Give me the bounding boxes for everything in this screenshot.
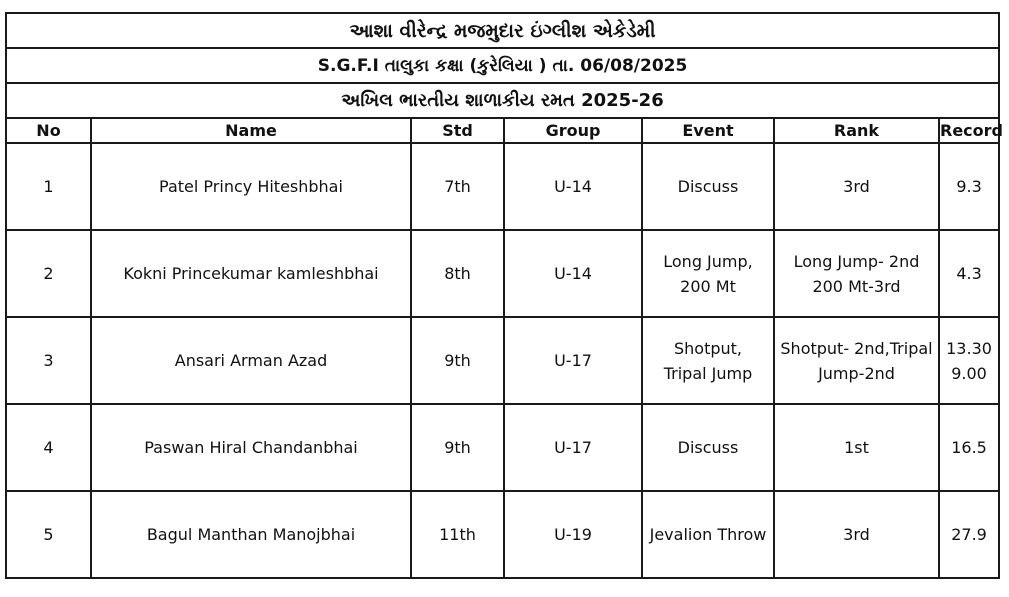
cell-record [939,317,999,404]
table-row [6,491,999,578]
column-header-name: Name [91,118,411,143]
cell-rank [774,230,939,317]
cell-name: Kokni Princekumar kamleshbhai [91,230,411,317]
results-sheet [5,12,1003,579]
table-row [6,143,999,230]
cell-event [642,404,774,491]
cell-group: U-14 [504,230,642,317]
cell-group: U-14 [504,143,642,230]
cell-no: 3 [6,317,91,404]
cell-record [939,491,999,578]
event-line: અખિલ ભારતીય શાળાકીય રમત 2025-26 [6,83,999,118]
column-header-std: Std [411,118,504,143]
cell-record-line: 4.3 [956,264,982,283]
cell-name: Paswan Hiral Chandanbhai [91,404,411,491]
cell-std: 8th [411,230,504,317]
column-header-group: Group [504,118,642,143]
cell-rank-line: Jump-2nd [818,363,895,383]
cell-group: U-19 [504,491,642,578]
table-row [6,230,999,317]
cell-event [642,230,774,317]
cell-event-line: Jevalion Throw [649,525,767,544]
cell-no: 1 [6,143,91,230]
cell-record [939,404,999,491]
cell-group: U-17 [504,317,642,404]
table-row [6,404,999,491]
cell-event [642,143,774,230]
column-header-no: No [6,118,91,143]
cell-std: 9th [411,404,504,491]
cell-group: U-17 [504,404,642,491]
cell-name: Bagul Manthan Manojbhai [91,491,411,578]
cell-event-line: Long Jump, [663,251,753,271]
title-row-event [6,83,999,118]
table-row [6,317,999,404]
cell-event [642,317,774,404]
cell-event-line: Tripal Jump [663,363,753,383]
cell-event-line: Discuss [677,438,739,457]
cell-rank-line: 200 Mt-3rd [812,276,901,296]
cell-std: 11th [411,491,504,578]
cell-record [939,230,999,317]
cell-record-line: 27.9 [951,525,987,544]
table-body [6,143,999,578]
cell-rank-line: Long Jump- 2nd [793,251,920,271]
competition-line: S.G.F.I તાલુકા કક્ષા (કુરેલિયા ) તા. 06/08/2025 [6,48,999,83]
school-name: આશા વીરેન્દ્ર મજમુદાર ઇંગ્લીશ એકેડેમી [6,13,999,48]
cell-name: Ansari Arman Azad [91,317,411,404]
cell-rank [774,491,939,578]
column-header-rank: Rank [774,118,939,143]
cell-rank [774,143,939,230]
cell-no: 4 [6,404,91,491]
cell-record-line: 9.3 [956,177,982,196]
cell-std: 9th [411,317,504,404]
cell-no: 2 [6,230,91,317]
cell-record-line: 9.00 [951,363,987,383]
title-row-school [6,13,999,48]
column-header-event: Event [642,118,774,143]
cell-rank [774,404,939,491]
cell-record [939,143,999,230]
column-header-record: Record [939,118,999,143]
cell-rank-line: 3rd [843,525,870,544]
cell-rank-line: Shotput- 2nd,Tripal [780,338,933,358]
cell-name: Patel Princy Hiteshbhai [91,143,411,230]
cell-event-line: Discuss [677,177,739,196]
cell-record-line: 13.30 [946,338,992,358]
column-header-row [6,118,999,143]
cell-no: 5 [6,491,91,578]
cell-event-line: 200 Mt [680,276,736,296]
title-row-competition [6,48,999,83]
cell-rank-line: 3rd [843,177,870,196]
cell-rank-line: 1st [844,438,869,457]
cell-event [642,491,774,578]
cell-std: 7th [411,143,504,230]
cell-event-line: Shotput, [673,338,742,358]
cell-record-line: 16.5 [951,438,987,457]
cell-rank [774,317,939,404]
results-table [5,12,1003,579]
